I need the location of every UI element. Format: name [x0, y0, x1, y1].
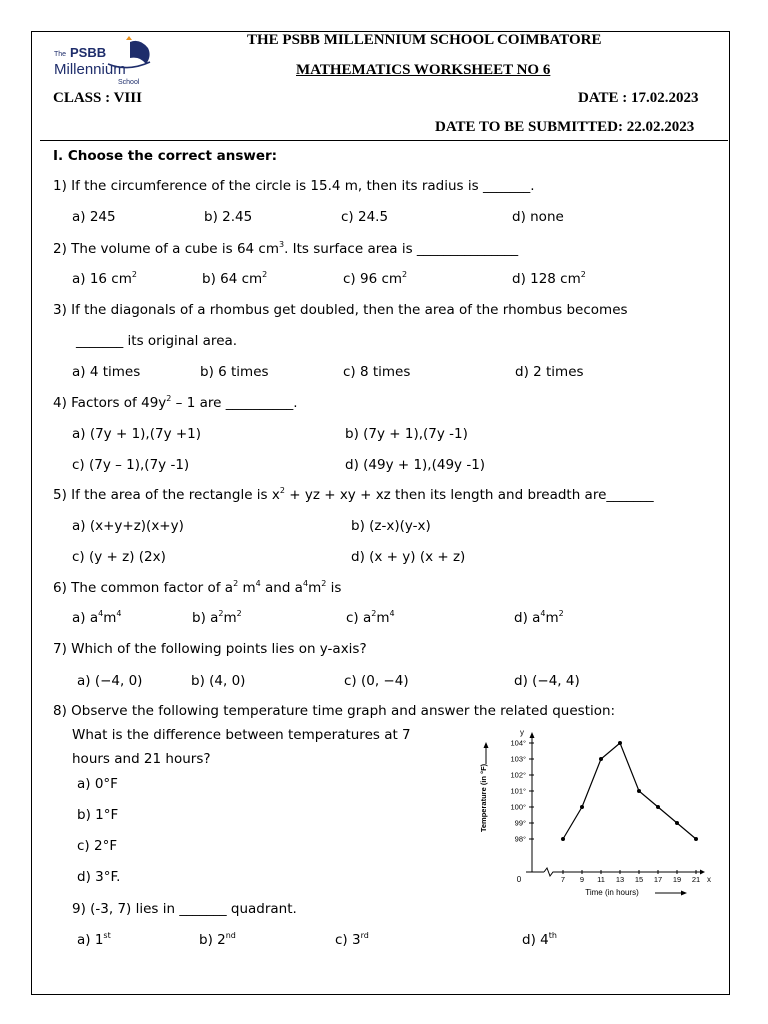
q8-line2: hours and 21 hours?	[72, 751, 211, 767]
y-tick-label: 99°	[514, 818, 526, 828]
q2-option-a: a) 16 $cm^2$	[72, 270, 137, 287]
y-axis-letter: y	[520, 728, 524, 737]
q6-option-d: d) $a^4m^2$	[514, 609, 564, 626]
temperature-time-graph	[470, 722, 720, 902]
school-logo	[48, 36, 160, 92]
date-label: DATE : 17.02.2023	[578, 90, 699, 106]
q6-option-b: b) $a^2m^2$	[192, 609, 242, 626]
q7-option-d: d) (−4, 4)	[514, 673, 580, 689]
data-point	[637, 789, 641, 793]
q9-option-d: d) 4th	[522, 931, 557, 948]
q5-option-b: b) (z-x)(y-x)	[351, 518, 431, 534]
class-label: CLASS : VIII	[53, 90, 142, 106]
school-name: THE PSBB MILLENNIUM SCHOOL COIMBATORE	[247, 32, 602, 48]
q4-text: 4) Factors of $49y^2 - 1$ are __________.	[53, 394, 298, 411]
logo-name: Millennium	[54, 61, 126, 78]
q5-option-c: c) (y + z) (2x)	[72, 549, 166, 565]
x-tick-label: 19	[672, 875, 682, 884]
y-tick-label: 103°	[510, 754, 526, 764]
y-axis-title: Temperature (in °F)	[479, 763, 488, 833]
logo-the: The	[54, 51, 67, 58]
submit-date-label: DATE TO BE SUBMITTED: 22.02.2023	[435, 119, 695, 135]
q4-option-b: b) (7y + 1),(7y -1)	[345, 426, 468, 442]
q2-option-b: b) 64 $cm^2$	[202, 270, 268, 287]
data-point	[694, 837, 698, 841]
q8-option-d: d) 3°F.	[77, 869, 121, 885]
q7-option-c: c) (0, −4)	[344, 673, 409, 689]
x-tick-label: 15	[634, 875, 644, 884]
q6-option-a: a) $a^4m^4$	[72, 609, 122, 626]
q8-option-b: b) 1°F	[77, 807, 119, 823]
q9-option-b: b) 2nd	[199, 931, 236, 948]
q3-option-a: a) 4 times	[72, 364, 141, 380]
q2-option-d: d) 128 $cm^2$	[512, 270, 586, 287]
header-divider	[40, 140, 728, 141]
q3-text-line2: _______ its original area.	[76, 333, 238, 349]
section-title: I. Choose the correct answer:	[53, 148, 278, 164]
q7-option-a: a) (−4, 0)	[77, 673, 143, 689]
q1-option-c: c) 24.5	[341, 209, 389, 225]
q8-option-a: a) 0°F	[77, 776, 118, 792]
data-point	[675, 821, 679, 825]
logo-brand: PSBB	[70, 45, 107, 60]
q9-option-c: c) 3rd	[335, 931, 369, 948]
q7-text: 7) Which of the following points lies on y-axis?	[53, 641, 367, 657]
q9-option-a: a) 1st	[77, 931, 111, 948]
x-axis-title: Time (in hours)	[585, 888, 639, 897]
x-tick-label: 7	[560, 875, 566, 884]
q1-option-d: d) none	[512, 209, 564, 225]
q3-text-line1: 3) If the diagonals of a rhombus get doubled, then the area of the rhombus becomes	[53, 302, 628, 318]
q4-option-a: a) (7y + 1),(7y +1)	[72, 426, 202, 442]
y-tick-label: 104°	[510, 738, 526, 748]
q3-option-d: d) 2 times	[515, 364, 584, 380]
y-tick-label: 101°	[510, 786, 526, 796]
data-point	[561, 837, 565, 841]
q4-option-c: c) (7y – 1),(7y -1)	[72, 457, 190, 473]
logo-sub: School	[118, 79, 140, 86]
x-axis-letter: x	[707, 875, 711, 884]
q6-text: 6) The common factor of $a^2$ $m^4$ and $a^4m^2$ is	[53, 579, 342, 596]
y-tick-label: 102°	[510, 770, 526, 780]
logo-emblem	[130, 41, 150, 64]
q6-option-c: c) $a^2m^4$	[346, 609, 395, 626]
origin-label: 0	[516, 875, 522, 884]
q8-line1: What is the difference between temperatures at 7	[72, 727, 411, 743]
x-title-arrow-head	[681, 891, 687, 896]
q8-option-c: c) 2°F	[77, 838, 118, 854]
q2-text: 2) The volume of a cube is 64 $cm^3$. Its surface area is _______________	[53, 240, 519, 257]
x-tick-label: 13	[615, 875, 625, 884]
q5-option-d: d) (x + y) (x + z)	[351, 549, 466, 565]
q2-option-c: c) 96 $cm^2$	[343, 270, 408, 287]
q5-option-a: a) (x+y+z)(x+y)	[72, 518, 184, 534]
q8-text: 8) Observe the following temperature time graph and answer the related question:	[53, 703, 616, 719]
q7-option-b: b) (4, 0)	[191, 673, 246, 689]
data-point	[618, 741, 622, 745]
y-title-arrow-head	[484, 742, 489, 748]
y-tick-label: 98°	[514, 834, 526, 844]
q1-option-b: b) 2.45	[204, 209, 253, 225]
q3-option-b: b) 6 times	[200, 364, 269, 380]
data-point	[656, 805, 660, 809]
q4-option-d: d) (49y + 1),(49y -1)	[345, 457, 486, 473]
data-point	[599, 757, 603, 761]
x-tick-label: 9	[579, 875, 585, 884]
x-tick-label: 21	[691, 875, 701, 884]
x-tick-label: 11	[597, 875, 605, 884]
worksheet-title: MATHEMATICS WORKSHEET NO 6	[296, 62, 551, 78]
y-axis-arrow	[530, 732, 535, 738]
logo-flame	[126, 36, 132, 40]
q1-option-a: a) 245	[72, 209, 116, 225]
x-tick-label: 17	[653, 875, 663, 884]
q3-option-c: c) 8 times	[343, 364, 411, 380]
q1-text: 1) If the circumference of the circle is 15.4 m, then its radius is _______.	[53, 178, 535, 194]
q9-text: 9) (-3, 7) lies in _______ quadrant.	[72, 901, 297, 917]
y-tick-label: 100°	[510, 802, 526, 812]
q5-text: 5) If the area of the rectangle is $x^2$ + yz + xy + xz then its length and breadth are_______	[53, 486, 654, 503]
data-point	[580, 805, 584, 809]
x-axis-arrow	[700, 870, 705, 875]
